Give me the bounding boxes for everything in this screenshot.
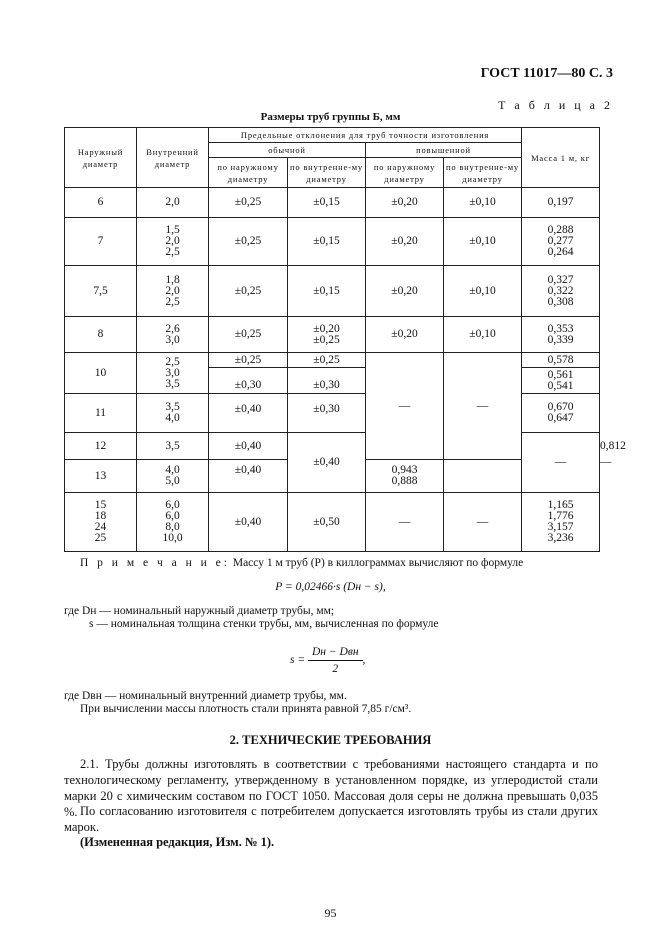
increased-inner-deviation: ±0,10	[444, 188, 522, 218]
outer-diameter: 11	[65, 394, 137, 433]
mass-value: 0,322	[547, 284, 574, 297]
mass-value: 3,236	[547, 532, 574, 544]
inner-diameter: 6,0	[165, 510, 180, 522]
gost-reference: ГОСТ 11017—80 С. 3	[480, 66, 613, 81]
formula-numerator: Dн − Dвн	[308, 644, 363, 661]
outer-diameter: 18	[94, 510, 107, 522]
table-row	[65, 317, 600, 353]
increased-outer-deviation: —	[366, 353, 444, 460]
outer-diameter: 24	[94, 521, 107, 533]
formula-denominator: 2	[332, 663, 339, 675]
outer-diameter: 15	[94, 499, 107, 511]
inner-diameter: 2,0	[165, 284, 180, 297]
inner-diameter-list	[137, 394, 209, 433]
inner-diameter-list	[137, 266, 209, 317]
inner-diameter: 1,5	[165, 224, 180, 236]
increased-inner-deviation: —	[444, 353, 522, 460]
section-paragraph-2: По согласованию изготовителя с потребителем допускается изготовлять трубы из стали других марок.	[64, 804, 598, 834]
inner-diameter: 4,0	[165, 464, 180, 476]
inner-diameter: 3,5	[137, 433, 209, 460]
mass-value: 0,264	[547, 246, 574, 258]
increased-outer-deviation: ±0,20	[366, 266, 444, 317]
increased-inner-deviation: —	[444, 493, 522, 552]
ordinary-outer-deviation: ±0,40	[209, 394, 288, 433]
inner-diameter: 2,5	[165, 355, 180, 368]
inner-diameter-list	[137, 317, 209, 353]
ordinary-outer-deviation: ±0,40	[209, 460, 288, 493]
inner-diameter: 2,0	[137, 188, 209, 218]
header-mass: Масса 1 м, кг	[522, 128, 600, 188]
mass-value: 0,888	[391, 475, 418, 487]
mass-value: 0,647	[547, 412, 574, 424]
mass-value: 0,670	[547, 401, 574, 413]
ordinary-outer-deviation: ±0,25	[209, 266, 288, 317]
density-note: При вычислении массы плотность стали принята равной 7,85 г/см³.	[80, 703, 412, 715]
mass-value: 0,578	[522, 353, 600, 368]
outer-diameter: 25	[94, 532, 107, 544]
mass-formula: P = 0,02466·s (Dн − s),	[275, 581, 386, 593]
header-ordinary: обычной	[209, 143, 366, 158]
where-s: s — номинальная толщина стенки трубы, мм, вычисленная по формуле	[89, 618, 439, 630]
ordinary-inner-deviation: ±0,20	[313, 322, 340, 335]
mass-list	[522, 493, 600, 552]
page-number: 95	[324, 906, 337, 920]
inner-diameter-list	[137, 353, 209, 394]
header-increased-by-inner: по внутренне-му диаметру	[444, 158, 522, 188]
outer-diameter: 10	[65, 353, 137, 394]
note-text: Массу 1 м труб (P) в киллограммах вычисляют по формуле	[232, 557, 524, 569]
table-number: Т а б л и ц а 2	[498, 98, 613, 112]
mass-list	[366, 460, 444, 493]
mass-list	[522, 394, 600, 433]
mass-list	[522, 266, 600, 317]
amendment-note: (Измененная редакция, Изм. № 1).	[80, 835, 275, 849]
outer-diameter: 13	[65, 460, 137, 493]
mass-value: 0,943	[391, 464, 418, 476]
table-row	[65, 266, 600, 317]
outer-diameter-list	[65, 493, 137, 552]
inner-diameter: 5,0	[165, 475, 180, 487]
increased-outer-deviation: —	[522, 433, 600, 493]
header-outer-diameter: Наружный диаметр	[65, 128, 137, 188]
inner-diameter: 6,0	[165, 499, 180, 511]
ordinary-outer-deviation: ±0,30	[209, 368, 288, 394]
inner-diameter: 4,0	[165, 412, 180, 424]
pipe-dimensions-table	[64, 127, 626, 552]
outer-diameter: 8	[65, 317, 137, 353]
section-paragraph-1: 2.1. Трубы должны изготовлять в соответствии с требованиями настоящего стандарта и по технологическому регламенту, утвержденному в установленном порядке, из углеродистой стали марки 20 с химическим составом по ГОСТ 1050. Массовая доля серы не должна превышать 0,035 %.	[64, 757, 598, 819]
ordinary-inner-deviation: ±0,25	[313, 333, 340, 346]
mass-value: 1,165	[547, 499, 574, 511]
ordinary-outer-deviation: ±0,25	[209, 353, 288, 368]
increased-inner-deviation: ±0,10	[444, 218, 522, 266]
ordinary-outer-deviation: ±0,40	[209, 493, 288, 552]
header-inner-diameter: Внутренний диаметр	[137, 128, 209, 188]
ordinary-inner-deviation: ±0,25	[288, 353, 366, 368]
ordinary-outer-deviation: ±0,25	[209, 218, 288, 266]
section-title: 2. ТЕХНИЧЕСКИЕ ТРЕБОВАНИЯ	[229, 733, 432, 747]
formula-fraction	[308, 644, 363, 677]
inner-diameter: 3,5	[165, 377, 180, 390]
mass-value: 0,197	[522, 188, 600, 218]
outer-diameter: 7	[65, 218, 137, 266]
mass-value: 0,339	[547, 333, 574, 346]
table-row	[65, 493, 600, 552]
ordinary-inner-deviation: ±0,15	[288, 266, 366, 317]
inner-diameter: 1,8	[165, 273, 180, 286]
ordinary-inner-deviation: ±0,15	[288, 188, 366, 218]
inner-diameter: 3,0	[165, 366, 180, 379]
increased-inner-deviation: ±0,10	[444, 317, 522, 353]
ordinary-inner-deviation: ±0,30	[288, 394, 366, 433]
inner-diameter: 3,5	[165, 401, 180, 413]
mass-list	[522, 317, 600, 353]
mass-value: 0,541	[547, 379, 574, 392]
inner-diameter: 3,0	[165, 333, 180, 346]
inner-diameter: 2,0	[165, 235, 180, 247]
where-dvn: где Dвн — номинальный внутренний диаметр трубы, мм.	[64, 690, 347, 702]
increased-inner-deviation: ±0,10	[444, 266, 522, 317]
ordinary-inner-deviation: ±0,15	[288, 218, 366, 266]
outer-diameter: 7,5	[65, 266, 137, 317]
outer-diameter: 12	[65, 433, 137, 460]
ordinary-inner-deviation-list	[288, 317, 366, 353]
table-row	[65, 218, 600, 266]
inner-diameter: 8,0	[165, 521, 180, 533]
mass-value: 0,561	[547, 368, 574, 381]
ordinary-inner-deviation: ±0,40	[288, 433, 366, 493]
ordinary-inner-deviation: ±0,30	[288, 368, 366, 394]
outer-diameter: 6	[65, 188, 137, 218]
header-ordinary-by-inner: по внутренне-му диаметру	[288, 158, 366, 188]
table-title: Размеры труб группы Б, мм	[260, 111, 401, 123]
inner-diameter-list	[137, 460, 209, 493]
thickness-formula: s = $\frac{\text{Dн − Dвн}}{2}$ ,	[290, 646, 366, 675]
mass-value: 0,327	[547, 273, 574, 286]
ordinary-inner-deviation: ±0,50	[288, 493, 366, 552]
ordinary-outer-deviation: ±0,25	[209, 317, 288, 353]
formula-lhs: s =	[290, 654, 306, 667]
increased-outer-deviation: ±0,20	[366, 317, 444, 353]
header-ordinary-by-outer: по наружному диаметру	[209, 158, 288, 188]
note-line	[80, 556, 620, 570]
increased-outer-deviation: ±0,20	[366, 188, 444, 218]
where-dn: где Dн — номинальный наружный диаметр трубы, мм;	[64, 605, 335, 617]
table-row	[65, 353, 600, 368]
increased-outer-deviation: —	[366, 493, 444, 552]
header-increased-by-outer: по наружному диаметру	[366, 158, 444, 188]
header-increased: повышенной	[366, 143, 522, 158]
note-label: П р и м е ч а н и е:	[80, 557, 230, 569]
inner-diameter: 2,5	[165, 246, 180, 258]
inner-diameter: 2,6	[165, 322, 180, 335]
mass-value: 0,277	[547, 235, 574, 247]
mass-value: 0,353	[547, 322, 574, 335]
inner-diameter: 10,0	[162, 532, 183, 544]
mass-value: 0,308	[547, 295, 574, 308]
ordinary-outer-deviation: ±0,25	[209, 188, 288, 218]
mass-value: 0,288	[547, 224, 574, 236]
inner-diameter: 2,5	[165, 295, 180, 308]
header-deviations: Предельные отклонения для труб точности изготовления	[209, 128, 522, 143]
mass-value: 1,776	[547, 510, 574, 522]
inner-diameter-list	[137, 218, 209, 266]
increased-outer-deviation: ±0,20	[366, 218, 444, 266]
table-row	[65, 188, 600, 218]
inner-diameter-list	[137, 493, 209, 552]
mass-list	[522, 368, 600, 394]
table-row: 12 3,5 ±0,40 ±0,40 — — 0,812	[65, 433, 600, 460]
ordinary-outer-deviation: ±0,40	[209, 433, 288, 460]
mass-list	[522, 218, 600, 266]
mass-value: 3,157	[547, 521, 574, 533]
